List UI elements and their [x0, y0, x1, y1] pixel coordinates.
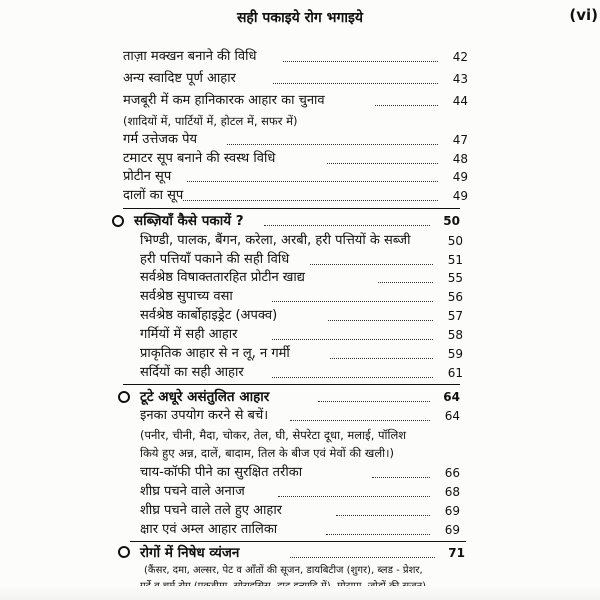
dot-leader — [318, 401, 430, 402]
dot-leader — [272, 301, 433, 302]
toc-note-text: (शादियों में, पार्टियों में, होटल में, सफर में) — [123, 114, 298, 128]
toc-section-title: रोगों में निषेध व्यंजन — [140, 545, 240, 561]
toc-entry-title: टमाटर सूप बनाने की स्वस्थ विधि — [123, 151, 276, 166]
toc-entry-page: 51 — [447, 253, 463, 267]
dot-leader — [187, 181, 438, 182]
section-bullet-icon — [112, 215, 124, 227]
toc-entry-title: प्रोटीन सूप — [123, 169, 172, 184]
toc-section-title: टूटे अधूरे असंतुलित आहार — [140, 389, 270, 405]
toc-entry[interactable] — [140, 288, 463, 308]
toc-entry[interactable] — [140, 464, 460, 484]
dot-leader — [290, 557, 435, 558]
dot-leader — [278, 496, 430, 497]
dot-leader — [327, 163, 438, 164]
toc-section-page: 50 — [443, 214, 460, 228]
toc-entry-title: दालों का सूप — [123, 188, 184, 203]
toc-entry-page: 69 — [444, 504, 460, 518]
toc-entry-title: मजबूरी में कम हानिकारक आहार का चुनाव — [123, 93, 325, 108]
toc-entry[interactable] — [140, 521, 460, 541]
toc-entry-title: शीघ्र पचने वाले अनाज — [140, 484, 245, 499]
dot-leader — [372, 477, 430, 478]
toc-entry-title: ताज़ा मक्खन बनाने की विधि — [123, 49, 257, 64]
toc-entry-title: प्राकृतिक आहार से न लू, न गर्मी — [140, 346, 290, 361]
toc-section-title: सब्ज़ियाँ कैसे पकायें ? — [134, 213, 244, 229]
section-divider — [123, 384, 460, 385]
toc-note — [140, 426, 470, 446]
toc-entry-page: 43 — [452, 72, 468, 86]
toc-section[interactable] — [140, 388, 460, 408]
toc-entry-page: 49 — [452, 189, 468, 203]
dot-leader — [310, 264, 433, 265]
toc-entry-title: गर्मियों में सही आहार — [140, 327, 238, 342]
dot-leader — [328, 320, 433, 321]
dot-leader — [283, 61, 438, 62]
toc-entry[interactable] — [140, 345, 463, 365]
toc-entry[interactable] — [140, 407, 460, 427]
toc-entry-page: 64 — [444, 409, 460, 423]
toc-entry-page: 58 — [447, 328, 463, 342]
toc-section-page: 64 — [443, 390, 460, 404]
toc-section-page: 71 — [448, 546, 465, 560]
toc-section[interactable] — [134, 212, 460, 232]
toc-entry-page: 56 — [447, 290, 463, 304]
toc-section[interactable] — [140, 544, 465, 564]
dot-leader — [272, 377, 433, 378]
toc-note-text: किये हुए अन्न, दालें, बादाम, तिल के बीज एवं मेवों की खली।) — [140, 446, 394, 460]
toc-entry[interactable] — [140, 326, 463, 346]
dot-leader — [290, 420, 430, 421]
page-bottom-edge — [0, 586, 600, 600]
toc-entry-page: 42 — [452, 50, 468, 64]
toc-entry-page: 44 — [452, 94, 468, 108]
toc-entry-title: शीघ्र पचने वाले तले हुए आहार — [140, 503, 283, 518]
toc-entry-title: चाय-कॉफी पीने का सुरक्षित तरीका — [140, 465, 303, 480]
toc-entry[interactable] — [140, 269, 463, 289]
toc-entry-title: सर्दियों का सही आहार — [140, 365, 244, 380]
toc-entry[interactable] — [123, 150, 468, 170]
dot-leader — [273, 83, 438, 84]
toc-entry-page: 61 — [447, 366, 463, 380]
section-bullet-icon — [118, 391, 130, 403]
dot-leader — [272, 339, 433, 340]
toc-entry[interactable] — [140, 483, 460, 503]
running-title: सही पकाइये रोग भगाइये — [236, 10, 364, 26]
toc-entry-title: क्षार एवं अम्ल आहार तालिका — [140, 522, 278, 537]
dot-leader — [375, 105, 438, 106]
dot-leader — [378, 282, 433, 283]
toc-note — [123, 112, 468, 132]
dot-leader — [336, 515, 430, 516]
toc-note — [140, 444, 470, 464]
toc-entry-page: 48 — [452, 152, 468, 166]
toc-entry[interactable] — [123, 92, 468, 112]
section-divider — [130, 541, 466, 542]
toc-entry-page: 59 — [447, 347, 463, 361]
toc-entry-title: भिण्डी, पालक, बैंगन, करेला, अरबी, हरी पत्तियों के सब्जी — [140, 233, 411, 248]
toc-entry-title: गर्म उत्तेजक पेय — [123, 132, 198, 147]
toc-entry-page: 69 — [444, 523, 460, 537]
toc-entry-title: इनका उपयोग करने से बचें। — [140, 408, 269, 423]
toc-entry-title: हरी पत्तियाँ पकाने की सही विधि — [140, 252, 290, 267]
toc-entry-title: अन्य स्वादिष्ट पूर्ण आहार — [123, 71, 236, 86]
toc-entry-page: 57 — [447, 309, 463, 323]
dot-leader — [183, 200, 438, 201]
toc-entry-page: 49 — [452, 170, 468, 184]
toc-entry[interactable] — [123, 187, 468, 207]
toc-entry[interactable] — [123, 168, 468, 188]
toc-entry-page: 68 — [444, 485, 460, 499]
toc-entry[interactable] — [140, 307, 463, 327]
toc-entry[interactable] — [140, 232, 463, 252]
dot-leader — [264, 225, 430, 226]
toc-entry-title: सर्वश्रेष्ठ विषाक्ततारहित प्रोटीन खाद्य — [140, 270, 305, 285]
toc-entry-page: 50 — [447, 234, 463, 248]
toc-entry-title: सर्वश्रेष्ठ कार्बोहाइड्रेट (अपक्व) — [140, 308, 278, 323]
toc-entry-title: सर्वश्रेष्ठ सुपाच्य वसा — [140, 289, 233, 304]
toc-entry[interactable] — [123, 131, 468, 151]
toc-entry-page: 55 — [447, 271, 463, 285]
dot-leader — [326, 534, 430, 535]
toc-note-text: (कैंसर, दमा, अल्सर, पेट व आँतों की सूजन, डायबिटीज (शुगर), ब्लड - प्रेशर, — [144, 565, 423, 576]
toc-note-text: (पनीर, चीनी, मैदा, चोकर, तेल, घी, सेपरेटा दूधा, मलाई, पॉलिश — [140, 428, 407, 442]
section-bullet-icon — [118, 546, 130, 558]
toc-entry[interactable] — [140, 364, 463, 384]
toc-entry-page: 47 — [452, 133, 468, 147]
toc-entry[interactable] — [140, 251, 463, 271]
dot-leader — [227, 144, 438, 145]
toc-entry[interactable] — [123, 48, 468, 68]
toc-entry-page: 66 — [444, 466, 460, 480]
toc-entry[interactable] — [123, 70, 468, 90]
dot-leader — [330, 358, 433, 359]
section-divider — [123, 208, 460, 209]
page-number-roman: (vi) — [569, 6, 598, 24]
toc-entry[interactable] — [140, 502, 460, 522]
